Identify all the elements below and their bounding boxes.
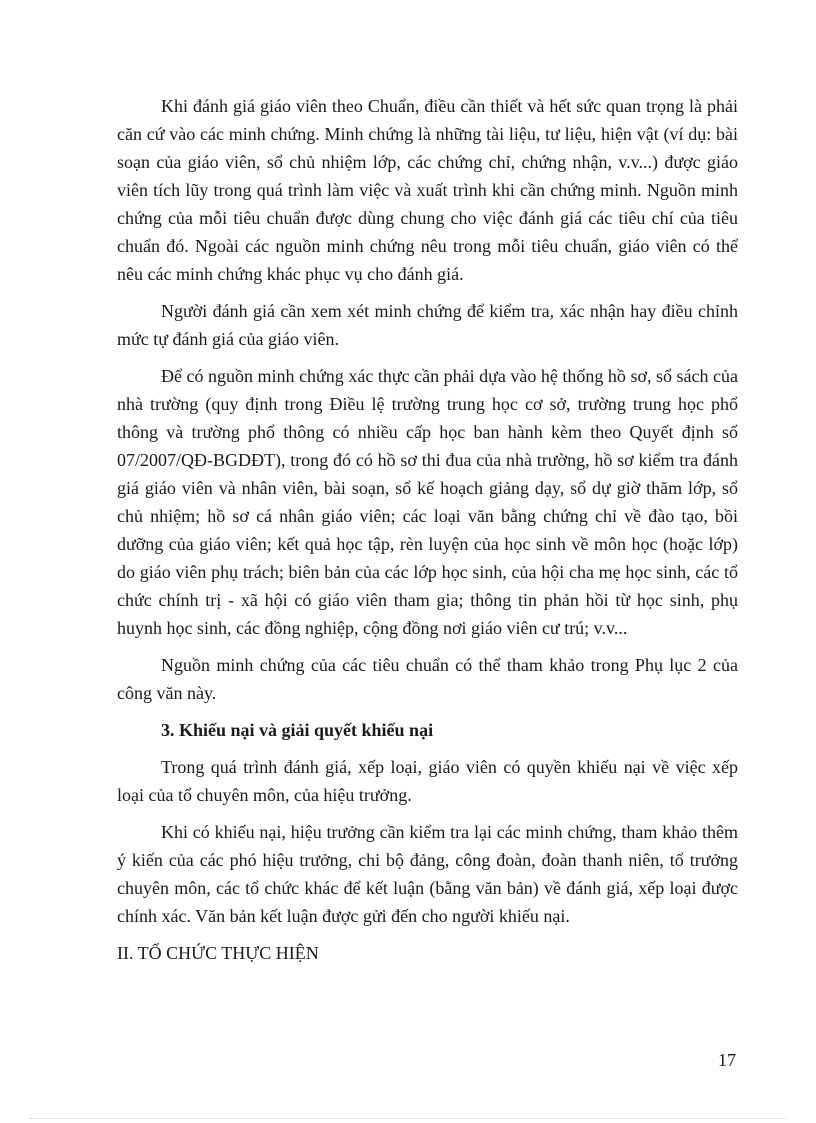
page-number: 17 bbox=[718, 1050, 736, 1070]
paragraph-appendix-reference: Nguồn minh chứng của các tiêu chuẩn có thể tham khảo trong Phụ lục 2 của công văn này. bbox=[117, 655, 738, 703]
heading-complaints: 3. Khiếu nại và giải quyết khiếu nại bbox=[161, 720, 434, 740]
paragraph-complaint-right: Trong quá trình đánh giá, xếp loại, giáo viên có quyền khiếu nại về việc xếp loại của tổ chuyên môn, của hiệu trưởng. bbox=[117, 757, 738, 805]
paragraph-evidence-intro: Khi đánh giá giáo viên theo Chuẩn, điều cần thiết và hết sức quan trọng là phải căn cứ vào các minh chứng. Minh chứng là những tài liệu, tư liệu, hiện vật (ví dụ: bài soạn của giáo viên, sổ chủ nhiệm lớp, các chứng chỉ, chứng nhận, v.v...) được giáo viên tích lũy trong quá trình làm việc và xuất trình khi cần chứng minh. Nguồn minh chứng của mỗi tiêu chuẩn được dùng chung cho việc đánh giá các tiêu chí của tiêu chuẩn đó. Ngoài các nguồn minh chứng nêu trong mỗi tiêu chuẩn, giáo viên có thể nêu các minh chứng khác phục vụ cho đánh giá. bbox=[117, 96, 738, 284]
footer-divider bbox=[30, 1118, 786, 1119]
paragraph-complaint-resolution: Khi có khiếu nại, hiệu trưởng cần kiểm tra lại các minh chứng, tham khảo thêm ý kiến của các phó hiệu trưởng, chi bộ đảng, công đoàn, đoàn thanh niên, tổ trưởng chuyên môn, các tổ chức khác để kết luận (bằng văn bản) về đánh giá, xếp loại được chính xác. Văn bản kết luận được gửi đến cho người khiếu nại. bbox=[117, 822, 738, 926]
paragraph-evaluator-review: Người đánh giá cần xem xét minh chứng để kiểm tra, xác nhận hay điều chỉnh mức tự đánh giá của giáo viên. bbox=[117, 301, 738, 349]
paragraph-evidence-sources: Để có nguồn minh chứng xác thực cần phải dựa vào hệ thống hồ sơ, sổ sách của nhà trường (quy định trong Điều lệ trường trung học cơ sở, trường trung học phổ thông và trường phổ thông có nhiều cấp học ban hành kèm theo Quyết định số 07/2007/QĐ-BGDĐT), trong đó có hồ sơ thi đua của nhà trường, hồ sơ kiểm tra đánh giá giáo viên và nhân viên, bài soạn, sổ kế hoạch giảng dạy, sổ dự giờ thăm lớp, sổ chủ nhiệm; hồ sơ cá nhân giáo viên; các loại văn bằng chứng chỉ về đào tạo, bồi dưỡng của giáo viên; kết quả học tập, rèn luyện của học sinh về môn học (hoặc lớp) do giáo viên phụ trách; biên bản của các lớp học sinh, của hội cha mẹ học sinh, các tổ chức chính trị - xã hội có giáo viên tham gia; thông tin phản hồi từ học sinh, phụ huynh học sinh, các đồng nghiệp, cộng đồng nơi giáo viên cư trú; v.v... bbox=[117, 366, 738, 638]
section-heading-implementation: II. TỔ CHỨC THỰC HIỆN bbox=[117, 943, 319, 963]
page-body bbox=[117, 92, 738, 967]
